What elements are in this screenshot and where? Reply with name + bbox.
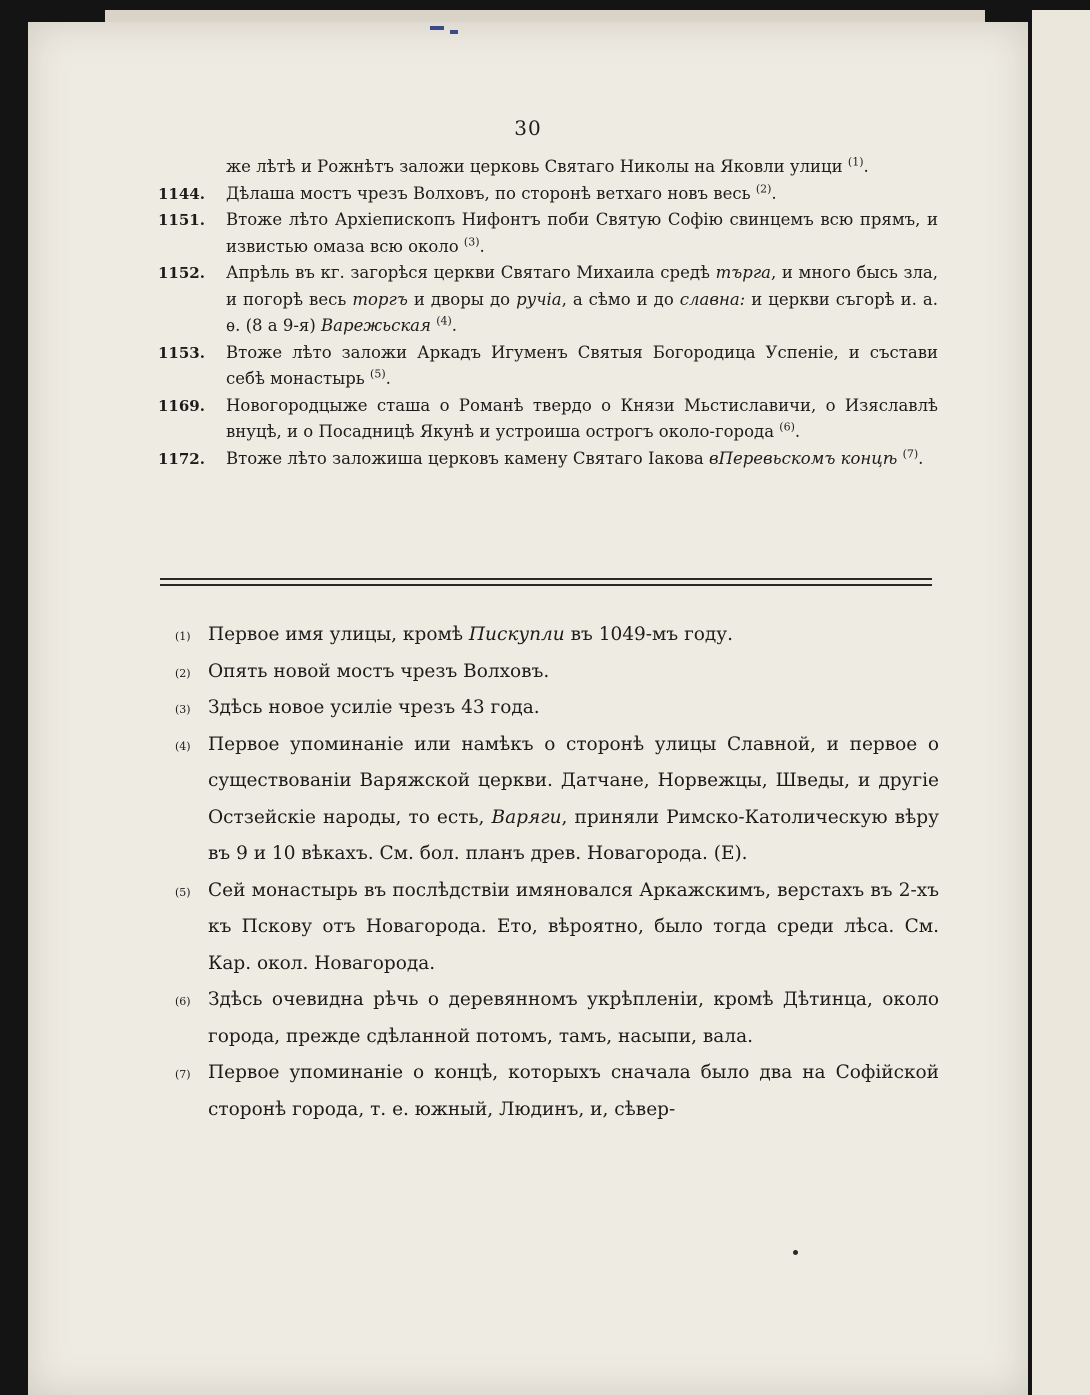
- entry-italic-text: търга: [715, 263, 772, 282]
- footnote-text: Здѣсь новое усиліе чрезъ 43 года.: [208, 697, 540, 718]
- chronicle-entry: 1169. Новогородцыже сташа о Романѣ твердо о Князи Мьстиславичи, о Изяславлѣ внуцѣ, и о Посадницѣ Якунѣ и устроиша острогъ около-города $^{(6)}$.: [158, 393, 938, 446]
- chronicle-entry: 1172. Втоже лѣто заложиша церковъ камену Святаго Іакова вПеревьскомъ концѣ $^{(7)}$.: [158, 446, 938, 473]
- double-rule-top: [160, 578, 932, 580]
- footnote: [175, 1055, 939, 1128]
- footnote: [175, 654, 939, 691]
- chronicle-entry: же лѣтѣ и Рожнѣтъ заложи церковь Святаго Николы на Яковли улици $^{(1)}$.: [226, 155, 869, 176]
- chronicle-entries: [158, 154, 938, 472]
- entry-text: Новогородцыже сташа о Романѣ твердо о Князи Мьстиславичи, о Изяславлѣ внуцѣ, и о Посадницѣ Якунѣ и устроиша острогъ около-города: [226, 395, 938, 441]
- entry-italic-text: Варежьская: [321, 316, 431, 335]
- footnote-italic-text: Варяги: [491, 806, 562, 828]
- footnotes: [175, 617, 939, 1128]
- footnote-ref: (2): [755, 182, 772, 195]
- entry-year: 1169.: [158, 396, 205, 415]
- entry-text: и дворы до: [413, 289, 511, 309]
- entry-year: 1144.: [158, 184, 205, 203]
- footnote-mark: (4): [175, 739, 191, 753]
- entry-year: 1151.: [158, 211, 205, 229]
- entry-text: Дѣлаша мостъ чрезъ Волховъ, по сторонѣ ветхаго новъ весь: [226, 183, 751, 203]
- footnote-italic-text: Пискупли: [468, 624, 565, 645]
- footnote-ref: (5): [370, 367, 386, 381]
- footnote-text: Опять новой мостъ чрезъ Волховъ.: [208, 660, 550, 682]
- entry-text: Втоже лѣто заложи Аркадъ Игуменъ Святыя Богородица Успеніе, и състави себѣ монастырь: [226, 342, 938, 388]
- next-page-edge: [1032, 10, 1090, 1395]
- footnote-mark: (2): [175, 666, 191, 680]
- footnote-mark: (5): [175, 885, 191, 899]
- footnote: [175, 873, 939, 983]
- footnote: [175, 690, 939, 727]
- footnote-text: въ 1049-мъ году.: [570, 624, 734, 645]
- ink-dot: [793, 1250, 798, 1255]
- entry-italic-text: вПеревьскомъ концѣ: [708, 448, 898, 468]
- ink-fleck: [430, 26, 444, 30]
- entry-text: и церкви съгорѣ и. а. ѳ. (8 а 9-я): [226, 289, 938, 335]
- footnote-text: Первое упоминаніе или намѣкъ о сторонѣ улицы Славной, и первое о существованіи Варяжской церкви. Датчане, Норвежцы, Шведы, и другіе Остзейскіе народы, то есть,: [208, 733, 939, 828]
- entry-text: Втоже лѣто Архіепископъ Нифонтъ поби Святую Софію свинцемъ всю прямъ, и извистью омаза всю около: [226, 210, 938, 256]
- footnote-ref: (6): [779, 420, 795, 434]
- chronicle-entry: 1151. Втоже лѣто Архіепископъ Нифонтъ поби Святую Софію свинцемъ всю прямъ, и извистью омаза всю около $^{(3)}$.: [158, 207, 938, 260]
- entry-text: , а сѣмо и до: [561, 289, 674, 309]
- footnote-mark: (1): [175, 630, 191, 643]
- entry-italic-text: славна:: [679, 289, 746, 309]
- ink-fleck: [450, 30, 458, 34]
- footnote-ref: (7): [902, 447, 919, 460]
- footnote: [175, 982, 939, 1055]
- entry-year: 1153.: [158, 343, 205, 362]
- entry-italic-text: ручіа: [516, 289, 562, 309]
- footnote-ref: (4): [436, 314, 452, 328]
- entry-italic-text: торгъ: [352, 289, 408, 309]
- footnote-ref: (3): [463, 235, 480, 248]
- entry-text: , и много бысь зла, и погорѣ весь: [226, 263, 939, 309]
- entry-year: 1172.: [158, 449, 205, 468]
- footnote: [175, 617, 939, 654]
- chronicle-entry: 1152. Апрѣль въ кг. загорѣся церкви Святаго Михаила средѣ търга, и много бысь зла, и погорѣ весь торгъ и дворы до ручіа, а сѣмо и до славна: и церкви съгорѣ и. а. ѳ. (8 а 9-я) Варежьская $^{(4)}$.: [158, 260, 938, 340]
- footnote-text: Первое имя улицы, кромѣ: [208, 624, 464, 645]
- footnote-mark: (3): [175, 703, 191, 716]
- entry-text: Апрѣль въ кг. загорѣся церкви Святаго Михаила средѣ: [226, 263, 710, 282]
- footnote-mark: (7): [175, 1068, 191, 1081]
- entry-text: же лѣтѣ и Рожнѣтъ заложи церковь Святаго Николы на Яковли улици: [226, 157, 843, 176]
- book-page: [28, 22, 1028, 1395]
- footnote-text: Первое упоминаніе о концѣ, которыхъ сначала было два на Софійской сторонѣ города, т. е. южный, Людинъ, и, сѣвер-: [208, 1062, 939, 1120]
- footnote-mark: (6): [175, 995, 191, 1008]
- footnote-ref: (1): [847, 155, 864, 169]
- footnote-text: Сей монастырь въ послѣдствіи имяновался Аркажскимъ, верстахъ въ 2-хъ къ Пскову отъ Новагорода. Ето, вѣроятно, было тогда среди лѣса. См. Кар. окол. Новагорода.: [208, 879, 939, 974]
- chronicle-entry: 1153. Втоже лѣто заложи Аркадъ Игуменъ Святыя Богородица Успеніе, и състави себѣ монастырь $^{(5)}$.: [158, 340, 938, 393]
- entry-year: 1152.: [158, 264, 205, 282]
- chronicle-entry: 1144. Дѣлаша мостъ чрезъ Волховъ, по сторонѣ ветхаго новъ весь $^{(2)}$.: [158, 181, 938, 208]
- footnote-text: Здѣсь очевидна рѣчь о деревянномъ укрѣпленіи, кромѣ Дѣтинца, около города, прежде сдѣланной потомъ, тамъ, насыпи, вала.: [208, 989, 939, 1047]
- entry-text: Втоже лѣто заложиша церковъ камену Святаго Іакова: [226, 448, 704, 468]
- page-number: 30: [514, 116, 542, 140]
- footnote: [175, 727, 939, 873]
- footnote-text: , приняли Римско-Католическую вѣру въ 9 и 10 вѣкахъ. См. бол. планъ древ. Новагорода. (Е).: [208, 806, 939, 864]
- double-rule-bottom: [160, 584, 932, 586]
